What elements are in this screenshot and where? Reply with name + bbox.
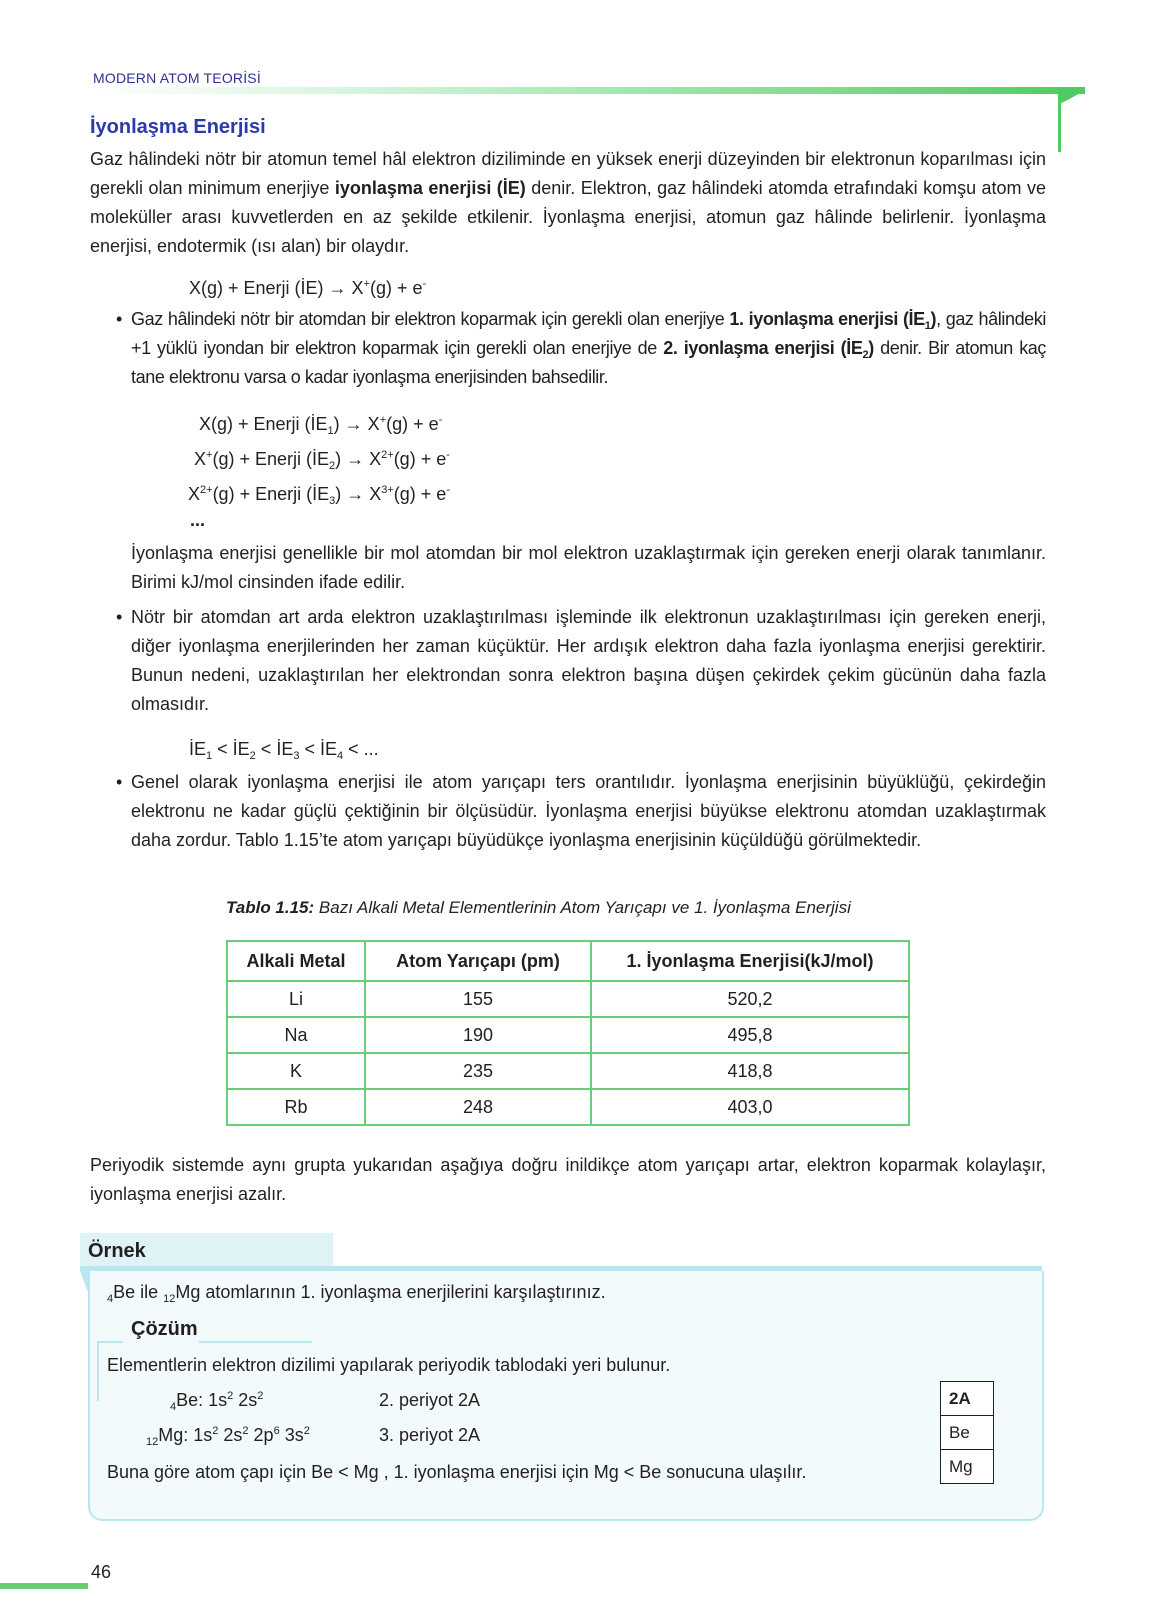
column-header: Alkali Metal bbox=[227, 941, 365, 981]
table-row bbox=[227, 981, 909, 1017]
table-cell: 520,2 bbox=[591, 981, 909, 1017]
intro-paragraph: Gaz hâlindeki nötr bir atomun temel hâl elektron diziliminde en yüksek enerji düzeyinden bir elektronun koparılması için gerekli olan minimum enerjiye iyonlaşma enerjisi (İE) denir. Elektron, gaz hâlindeki atomda etrafındaki komşu atom ve moleküller arası kuvvetlerden en az şekilde etkilenir. İyonlaşma enerjisi, atomun gaz hâlinde belirlenir. İyonlaşma enerjisi, endotermik (ısı alan) bir olaydır. bbox=[90, 149, 1046, 256]
footer-green-bar bbox=[0, 1583, 88, 1589]
table-cell: 403,0 bbox=[591, 1089, 909, 1125]
bullet-ionization-levels: • Gaz hâlindeki nötr bir atomdan bir elektron koparmak için gerekli olan enerjiye 1. iyonlaşma enerjisi $(İE_1)$, gaz hâlindeki +1 yüklü iyondan bir elektron koparmak için gerekli olan enerjiye de 2. iyonlaşma enerjisi $(İE_2)$ denir. Bir atomun kaç tane elektronu varsa o kadar iyonlaşma enerjisinden bahsedilir. bbox=[116, 305, 1046, 392]
be-period: 2. periyot 2A bbox=[379, 1390, 481, 1410]
table-cell: Na bbox=[227, 1017, 365, 1053]
header-vertical-line bbox=[1058, 94, 1061, 152]
table-cell: 248 bbox=[365, 1089, 591, 1125]
example-question: $_4$Be ile $_{12}$Mg atomlarının 1. iyonlaşma enerjilerini karşılaştırınız. bbox=[107, 1282, 606, 1305]
equation-ie2: X+(g) + Enerji $(İE_2) \to X^{2+}(g) + e^-$ bbox=[194, 449, 450, 472]
bullet-dot: • bbox=[116, 309, 122, 329]
table-cell: 495,8 bbox=[591, 1017, 909, 1053]
mg-period: 3. periyot 2A bbox=[379, 1425, 481, 1445]
section-title: İyonlaşma Enerjisi bbox=[90, 116, 266, 138]
header-gradient-bar bbox=[90, 87, 1085, 94]
table-row bbox=[227, 1089, 909, 1125]
bullet-radius-relationship bbox=[116, 768, 1046, 855]
table-cell: Rb bbox=[227, 1089, 365, 1125]
element-cell: Mg bbox=[941, 1450, 994, 1484]
equation-continuation: ... bbox=[190, 510, 206, 530]
bullet-successive-ionization-text: Nötr bir atomdan art arda elektron uzaklaştırılması işleminde ilk elektronun uzaklaştırılması için gereken enerji, diğer iyonlaşma enerjilerinden her zaman küçüktür. Her ardışık elektron daha fazla iyonlaşma enerjisi gerektirir. Bunun nedeni, uzaklaştırılan her elektrondan sonra elektron başına düşen çekirdek çekim gücünün daha fazla olmasıdır. bbox=[131, 607, 1046, 714]
bullet-dot: • bbox=[116, 772, 123, 792]
column-header: 1. İyonlaşma Enerjisi(kJ/mol) bbox=[591, 941, 909, 981]
example-label: Örnek bbox=[88, 1240, 146, 1262]
mol-definition-paragraph: İyonlaşma enerjisi genellikle bir mol atomdan bir mol elektron uzaklaştırmak için gereken enerji olarak tanımlanır. Birimi kJ/mol cinsinden ifade edilir. bbox=[131, 543, 1046, 592]
page-number: 46 bbox=[91, 1562, 112, 1582]
ionization-inequality: $İE_1$ < $İE_2$ < $İE_3$ < $İE_4$ < ... bbox=[189, 739, 379, 762]
table-cell: 235 bbox=[365, 1053, 591, 1089]
solution-bracket-line bbox=[97, 1341, 99, 1401]
solution-bracket-line bbox=[199, 1341, 312, 1343]
mg-configuration: $_{12}$Mg: $1s^2$ $2s^2$ $2p^6$ $3s^2$ bbox=[146, 1425, 310, 1448]
table-header-row bbox=[227, 941, 909, 981]
solution-bracket-line bbox=[99, 1341, 123, 1343]
table-cell: 190 bbox=[365, 1017, 591, 1053]
table-row bbox=[227, 1017, 909, 1053]
table-cell: 155 bbox=[365, 981, 591, 1017]
solution-label: Çözüm bbox=[131, 1318, 198, 1340]
table-cell: K bbox=[227, 1053, 365, 1089]
solution-intro: Elementlerin elektron dizilimi yapılarak periyodik tablodaki yeri bulunur. bbox=[107, 1355, 671, 1375]
equation-main: X(g) + Enerji (İE) → X+(g) + e- bbox=[189, 278, 427, 298]
bullet-successive-ionization bbox=[116, 603, 1046, 719]
bullet-radius-relationship-text: Genel olarak iyonlaşma enerjisi ile atom yarıçapı ters orantılıdır. İyonlaşma enerjisinin büyüklüğü, çekirdeğin elektronu ne kadar güçlü çektiğinin bir ölçüsüdür. İyonlaşma enerjisi büyükse elektronu atomdan uzaklaştırmak daha zordur. Tablo 1.15’te atom yarıçapı büyüdükçe iyonlaşma enerjisinin küçüldüğü görülmektedir. bbox=[131, 772, 1046, 850]
bullet-dot: • bbox=[116, 607, 123, 627]
table-caption: Tablo 1.15: Bazı Alkali Metal Elementlerinin Atom Yarıçapı ve 1. İyonlaşma Enerjisi bbox=[226, 898, 851, 917]
group-header-cell: 2A bbox=[941, 1382, 994, 1416]
table-row bbox=[227, 1053, 909, 1089]
header-tab-decoration bbox=[1058, 87, 1085, 105]
equation-ie1: X(g) + Enerji $(İE_1) \to X^+(g) + e^-$ bbox=[199, 414, 443, 437]
be-configuration: $_4$Be: $1s^2$ $2s^2$ bbox=[170, 1390, 264, 1413]
running-header: MODERN ATOM TEORİSİ bbox=[93, 70, 261, 86]
periodic-group-table bbox=[940, 1381, 994, 1484]
table-cell: Li bbox=[227, 981, 365, 1017]
example-corner-decoration bbox=[80, 1271, 90, 1297]
column-header: Atom Yarıçapı (pm) bbox=[365, 941, 591, 981]
table-cell: 418,8 bbox=[591, 1053, 909, 1089]
periodic-trend-paragraph: Periyodik sistemde aynı grupta yukarıdan aşağıya doğru inildikçe atom yarıçapı artar, elektron koparmak kolaylaşır, iyonlaşma enerjisi azalır. bbox=[90, 1155, 1046, 1204]
example-conclusion: Buna göre atom çapı için Be < Mg , 1. iyonlaşma enerjisi için Mg < Be sonucuna ulaşılır. bbox=[107, 1462, 807, 1482]
alkali-metal-table bbox=[226, 940, 910, 1126]
example-tab bbox=[80, 1233, 333, 1269]
equation-ie3: $X^{2+}(g)$ + Enerji $(İE_3) \to X^{3+}(g) + e^-$ bbox=[188, 484, 450, 507]
element-cell: Be bbox=[941, 1416, 994, 1450]
